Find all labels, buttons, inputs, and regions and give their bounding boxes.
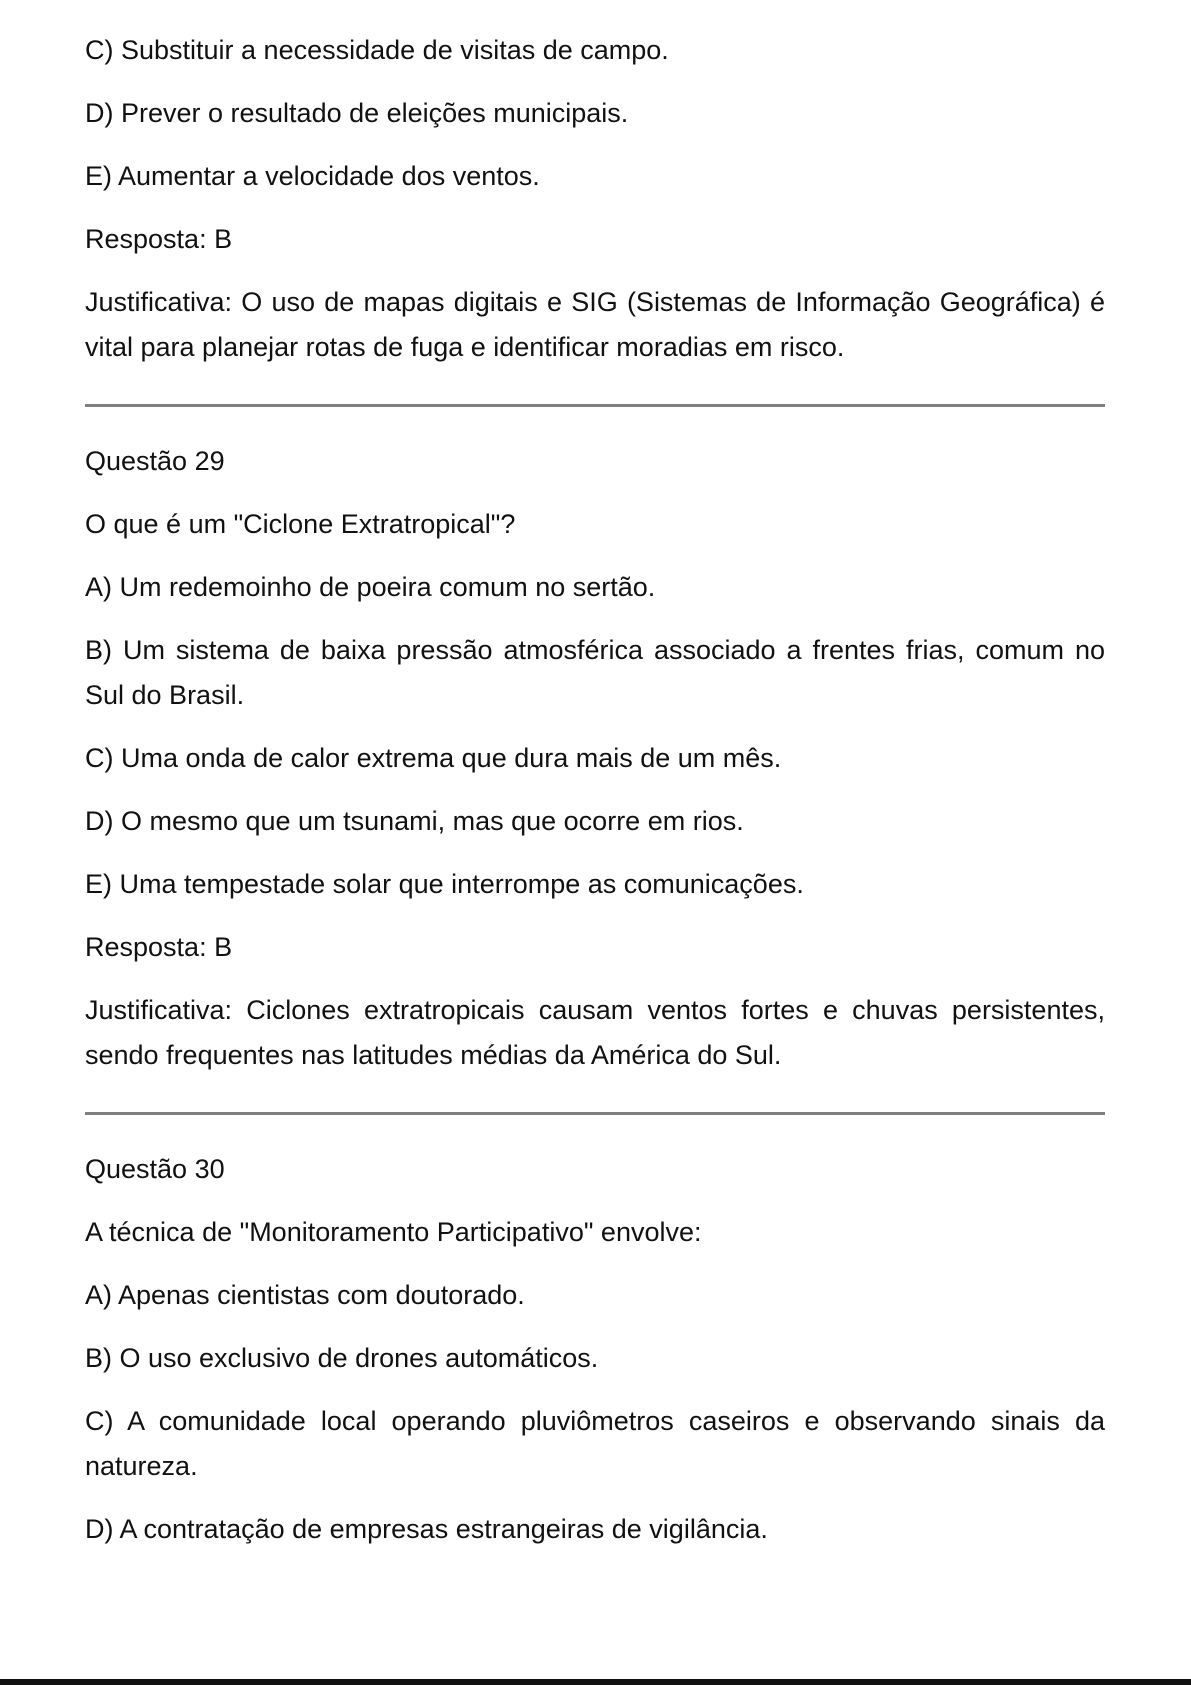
q30-option-b: B) O uso exclusivo de drones automáticos. — [85, 1343, 599, 1373]
q30-title: Questão 30 — [85, 1154, 225, 1184]
q29-option-c: C) Uma onda de calor extrema que dura mais de um mês. — [85, 743, 782, 773]
q29-option-d: D) O mesmo que um tsunami, mas que ocorre em rios. — [85, 806, 744, 836]
q30-option-c: C) A comunidade local operando pluviômetros caseiros e observando sinais da natureza. — [85, 1406, 1105, 1481]
q29-question: O que é um "Ciclone Extratropical"? — [85, 509, 516, 539]
q30-question: A técnica de "Monitoramento Participativo" envolve: — [85, 1217, 702, 1247]
q29-option-b: B) Um sistema de baixa pressão atmosférica associado a frentes frias, comum no Sul do Brasil. — [85, 635, 1105, 710]
q29-answer: Resposta: B — [85, 932, 233, 962]
section-divider — [85, 404, 1105, 407]
q29-option-e: E) Uma tempestade solar que interrompe as comunicações. — [85, 869, 804, 899]
q28-answer: Resposta: B — [85, 224, 233, 254]
q28-justification: Justificativa: O uso de mapas digitais e SIG (Sistemas de Informação Geográfica) é vital para planejar rotas de fuga e identificar moradias em risco. — [85, 287, 1105, 362]
section-divider — [85, 1112, 1105, 1115]
q29-option-a: A) Um redemoinho de poeira comum no sertão. — [85, 572, 656, 602]
q30-option-d: D) A contratação de empresas estrangeiras de vigilância. — [85, 1514, 768, 1544]
q28-option-d: D) Prever o resultado de eleições municipais. — [85, 98, 629, 128]
q28-option-e: E) Aumentar a velocidade dos ventos. — [85, 161, 540, 191]
question-30 — [85, 1147, 1105, 1552]
document-page — [85, 28, 1105, 1570]
q29-title: Questão 29 — [85, 446, 225, 476]
q29-justification: Justificativa: Ciclones extratropicais causam ventos fortes e chuvas persistentes, sendo frequentes nas latitudes médias da América do Sul. — [85, 995, 1105, 1070]
q30-option-a: A) Apenas cientistas com doutorado. — [85, 1280, 525, 1310]
question-28-continuation — [85, 28, 1105, 370]
q28-option-c: C) Substituir a necessidade de visitas de campo. — [85, 35, 669, 65]
page-bottom-edge — [0, 1679, 1191, 1685]
question-29 — [85, 439, 1105, 1078]
